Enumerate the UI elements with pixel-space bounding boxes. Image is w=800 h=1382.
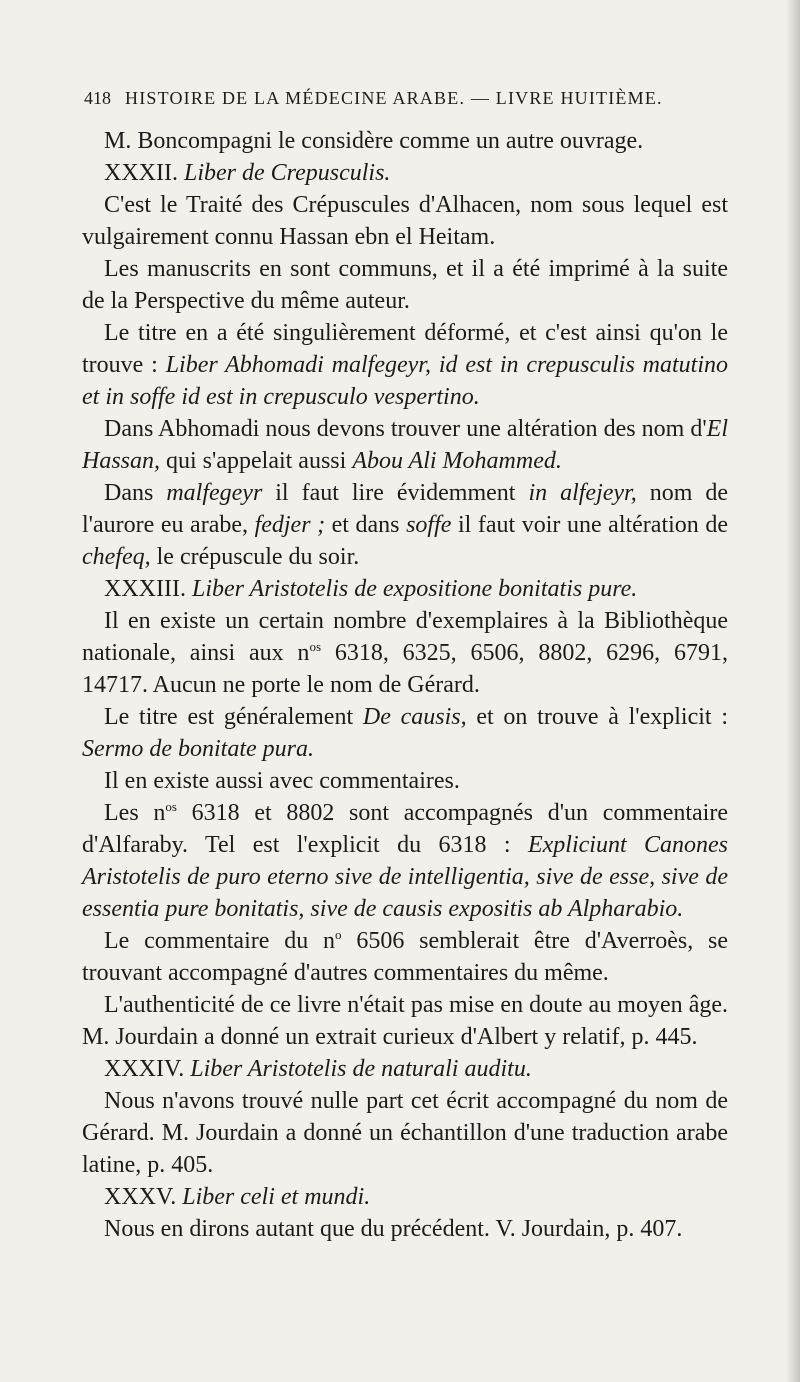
text-run: Les manuscrits en sont communs, et il a été imprimé à la suite de la Perspective du même auteur. bbox=[82, 256, 728, 314]
text-run: Dans Abhomadi nous devons trouver une altération des nom d' bbox=[104, 416, 707, 442]
text-run: L'authenticité de ce livre n'était pas mise en doute au moyen âge. M. Jourdain a donné un extrait curieux d'Albert y relatif, p. 445. bbox=[82, 992, 728, 1050]
paragraph bbox=[82, 157, 728, 189]
italic-text: Sermo de bonitate pura. bbox=[82, 736, 314, 762]
text-run: Nous n'avons trouvé nulle part cet écrit accompagné du nom de Gérard. M. Jourdain a donné un échantillon d'une traduction arabe latine, p. 405. bbox=[82, 1088, 728, 1178]
text-run: Dans bbox=[104, 480, 167, 506]
italic-text: Liber Abhomadi malfegeyr, id est in crepusculis matutino et in soffe id est in crepusculo vespertino. bbox=[82, 352, 728, 410]
page-body bbox=[82, 125, 728, 1245]
text-run: M. Boncompagni le considère comme un autre ouvrage. bbox=[104, 128, 644, 154]
paragraph bbox=[82, 1053, 728, 1085]
italic-text: soffe bbox=[406, 512, 452, 538]
text-run: C'est le Traité des Crépuscules d'Alhacen, nom sous lequel est vulgairement connu Hassan ebn el Heitam. bbox=[82, 192, 728, 250]
text-run: et dans bbox=[325, 512, 407, 538]
text-run: XXXIV. bbox=[104, 1056, 191, 1082]
text-run: et on trouve à l'explicit : bbox=[466, 704, 729, 730]
text-run: nom de l'aurore eu arabe, bbox=[82, 480, 729, 538]
text-run: XXXV. bbox=[104, 1184, 183, 1210]
paragraph bbox=[82, 189, 728, 253]
text-run: Nous en dirons autant que du précédent. V. Jourdain, p. 407. bbox=[104, 1216, 683, 1242]
paragraph bbox=[82, 605, 728, 701]
paragraph bbox=[82, 477, 728, 573]
italic-text: fedjer ; bbox=[254, 512, 326, 538]
paragraph bbox=[82, 989, 728, 1053]
text-run: Le titre en a été singulièrement déformé, et c'est ainsi qu'on le trouve : bbox=[82, 320, 728, 378]
paragraph bbox=[82, 1085, 728, 1181]
superscript: os bbox=[309, 639, 321, 654]
paragraph bbox=[82, 701, 728, 765]
superscript: os bbox=[165, 799, 177, 814]
paragraph bbox=[82, 1213, 728, 1245]
paragraph bbox=[82, 1181, 728, 1213]
italic-text: El Hassan, bbox=[82, 416, 728, 474]
italic-text: Liber de Crepusculis. bbox=[183, 160, 391, 186]
paragraph bbox=[82, 797, 728, 925]
text-run: XXXIII. bbox=[104, 576, 192, 602]
text-run: 6318, 6325, 6506, 8802, 6296, 6791, 14717. Aucun ne porte le nom de Gérard. bbox=[82, 640, 728, 698]
running-title: HISTOIRE DE LA MÉDECINE ARABE. — LIVRE HUITIÈME. bbox=[125, 88, 663, 108]
text-run: il faut lire évidemment bbox=[262, 480, 529, 506]
italic-text: chefeq, bbox=[82, 544, 151, 570]
italic-text: Liber Aristotelis de naturali auditu. bbox=[190, 1056, 532, 1082]
italic-text: Liber celi et mundi. bbox=[182, 1184, 371, 1210]
paragraph bbox=[82, 253, 728, 317]
text-run: Le commentaire du n bbox=[104, 928, 336, 954]
text-run: Les n bbox=[104, 800, 166, 826]
text-run: le crépuscule du soir. bbox=[150, 544, 360, 570]
superscript: o bbox=[335, 927, 342, 942]
page-number: 418 bbox=[84, 88, 111, 108]
paragraph bbox=[82, 317, 728, 413]
text-run: il faut voir une altération de bbox=[451, 512, 729, 538]
paragraph bbox=[82, 413, 728, 477]
italic-text: Abou Ali Mohammed. bbox=[352, 448, 562, 474]
text-run: Il en existe aussi avec commentaires. bbox=[104, 768, 460, 794]
paragraph bbox=[82, 125, 728, 157]
italic-text: Liber Aristotelis de expositione bonitatis pure. bbox=[191, 576, 638, 602]
paragraph bbox=[82, 925, 728, 989]
italic-text: malfegeyr bbox=[166, 480, 263, 506]
text-run: XXXII. bbox=[104, 160, 184, 186]
paragraph bbox=[82, 573, 728, 605]
italic-text: De causis, bbox=[362, 704, 467, 730]
text-run: 6506 semblerait être d'Averroès, se trouvant accompagné d'autres commentaires du même. bbox=[82, 928, 729, 986]
paragraph bbox=[82, 765, 728, 797]
text-run: Le titre est généralement bbox=[104, 704, 363, 730]
italic-text: in alfejeyr, bbox=[528, 480, 637, 506]
text-run: Il en existe un certain nombre d'exemplaires à la Bibliothèque nationale, ainsi aux n bbox=[82, 608, 728, 666]
page-edge-shadow bbox=[786, 0, 800, 1382]
text-run: 6318 et 8802 sont accompagnés d'un commentaire d'Alfaraby. Tel est l'explicit du 6318 : bbox=[82, 800, 728, 858]
running-header bbox=[84, 88, 716, 109]
italic-text: Expliciunt Canones Aristotelis de puro eterno sive de intelligentia, sive de esse, sive de essentia pure bonitatis, sive de causis expositis ab Alpharabio. bbox=[82, 832, 728, 922]
text-run: qui s'appelait aussi bbox=[160, 448, 353, 474]
